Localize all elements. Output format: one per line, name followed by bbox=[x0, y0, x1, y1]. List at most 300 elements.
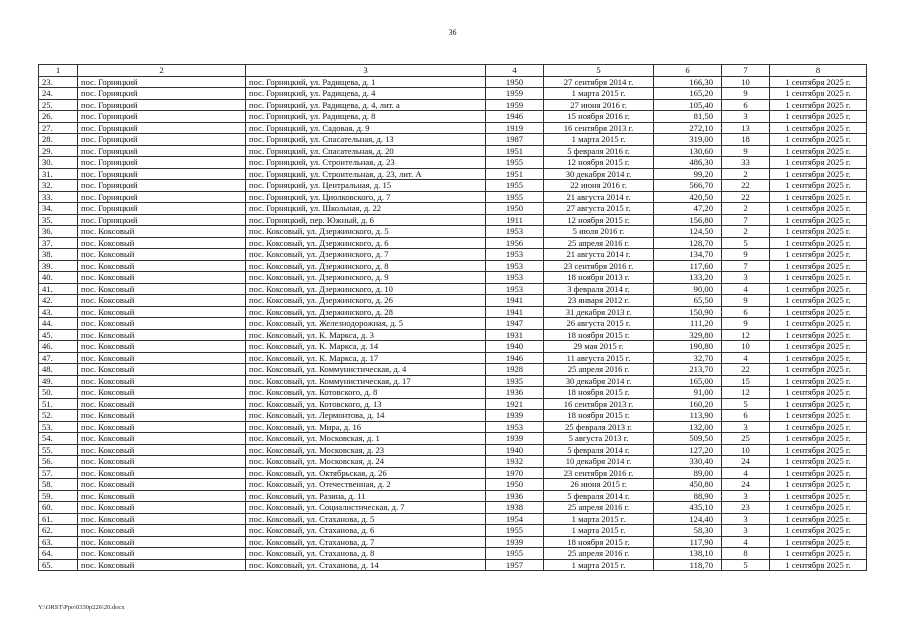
table-row bbox=[39, 214, 867, 226]
table-row bbox=[39, 134, 867, 146]
year-cell: 1938 bbox=[486, 502, 544, 514]
deadline-cell: 1 сентября 2025 г. bbox=[770, 456, 867, 468]
table-row bbox=[39, 99, 867, 111]
year-cell: 1936 bbox=[486, 490, 544, 502]
inspection-date-cell: 1 марта 2015 г. bbox=[544, 88, 654, 100]
address-cell: пос. Коксовый, ул. Разина, д. 11 bbox=[246, 490, 486, 502]
table-row bbox=[39, 283, 867, 295]
deadline-cell: 1 сентября 2025 г. bbox=[770, 467, 867, 479]
settlement-cell: пос. Коксовый bbox=[78, 387, 246, 399]
inspection-date-cell: 27 сентября 2014 г. bbox=[544, 76, 654, 88]
settlement-cell: пос. Коксовый bbox=[78, 559, 246, 571]
year-cell: 1928 bbox=[486, 364, 544, 376]
row-number: 50. bbox=[39, 387, 78, 399]
table-row bbox=[39, 352, 867, 364]
count-cell: 2 bbox=[722, 203, 770, 215]
row-number: 57. bbox=[39, 467, 78, 479]
area-cell: 272,10 bbox=[654, 122, 722, 134]
table-row bbox=[39, 76, 867, 88]
address-cell: пос. Коксовый, ул. Дзержинского, д. 9 bbox=[246, 272, 486, 284]
table-row bbox=[39, 237, 867, 249]
settlement-cell: пос. Коксовый bbox=[78, 306, 246, 318]
inspection-date-cell: 25 февраля 2013 г. bbox=[544, 421, 654, 433]
settlement-cell: пос. Коксовый bbox=[78, 226, 246, 238]
settlement-cell: пос. Коксовый bbox=[78, 502, 246, 514]
count-cell: 22 bbox=[722, 364, 770, 376]
count-cell: 22 bbox=[722, 180, 770, 192]
deadline-cell: 1 сентября 2025 г. bbox=[770, 260, 867, 272]
row-number: 65. bbox=[39, 559, 78, 571]
year-cell: 1955 bbox=[486, 157, 544, 169]
row-number: 63. bbox=[39, 536, 78, 548]
row-number: 55. bbox=[39, 444, 78, 456]
count-cell: 10 bbox=[722, 444, 770, 456]
area-cell: 150,90 bbox=[654, 306, 722, 318]
deadline-cell: 1 сентября 2025 г. bbox=[770, 559, 867, 571]
address-cell: пос. Коксовый, ул. Отечественная, д. 2 bbox=[246, 479, 486, 491]
settlement-cell: пос. Коксовый bbox=[78, 421, 246, 433]
table-row bbox=[39, 341, 867, 353]
table-row bbox=[39, 272, 867, 284]
deadline-cell: 1 сентября 2025 г. bbox=[770, 191, 867, 203]
year-cell: 1959 bbox=[486, 88, 544, 100]
count-cell: 3 bbox=[722, 513, 770, 525]
count-cell: 2 bbox=[722, 168, 770, 180]
area-cell: 89,00 bbox=[654, 467, 722, 479]
area-cell: 156,80 bbox=[654, 214, 722, 226]
row-number: 64. bbox=[39, 548, 78, 560]
count-cell: 9 bbox=[722, 145, 770, 157]
year-cell: 1931 bbox=[486, 329, 544, 341]
row-number: 51. bbox=[39, 398, 78, 410]
address-cell: пос. Коксовый, ул. Мира, д. 16 bbox=[246, 421, 486, 433]
address-cell: пос. Коксовый, ул. К. Маркса, д. 3 bbox=[246, 329, 486, 341]
count-cell: 10 bbox=[722, 341, 770, 353]
deadline-cell: 1 сентября 2025 г. bbox=[770, 88, 867, 100]
inspection-date-cell: 25 апреля 2016 г. bbox=[544, 502, 654, 514]
address-cell: пос. Коксовый, ул. Московская, д. 1 bbox=[246, 433, 486, 445]
deadline-cell: 1 сентября 2025 г. bbox=[770, 444, 867, 456]
area-cell: 165,20 bbox=[654, 88, 722, 100]
table-row bbox=[39, 387, 867, 399]
table-row bbox=[39, 525, 867, 537]
area-cell: 32,70 bbox=[654, 352, 722, 364]
area-cell: 117,90 bbox=[654, 536, 722, 548]
count-cell: 9 bbox=[722, 249, 770, 261]
settlement-cell: пос. Коксовый bbox=[78, 341, 246, 353]
count-cell: 3 bbox=[722, 490, 770, 502]
inspection-date-cell: 27 августа 2015 г. bbox=[544, 203, 654, 215]
column-header: 2 bbox=[78, 65, 246, 77]
area-cell: 329,80 bbox=[654, 329, 722, 341]
inspection-date-cell: 12 ноября 2015 г. bbox=[544, 157, 654, 169]
inspection-date-cell: 31 декабря 2013 г. bbox=[544, 306, 654, 318]
settlement-cell: пос. Коксовый bbox=[78, 272, 246, 284]
count-cell: 12 bbox=[722, 387, 770, 399]
settlement-cell: пос. Коксовый bbox=[78, 548, 246, 560]
row-number: 47. bbox=[39, 352, 78, 364]
address-cell: пос. Коксовый, ул. Дзержинского, д. 26 bbox=[246, 295, 486, 307]
count-cell: 4 bbox=[722, 352, 770, 364]
deadline-cell: 1 сентября 2025 г. bbox=[770, 111, 867, 123]
deadline-cell: 1 сентября 2025 г. bbox=[770, 329, 867, 341]
settlement-cell: пос. Горняцкий bbox=[78, 145, 246, 157]
address-cell: пос. Коксовый, ул. К. Маркса, д. 17 bbox=[246, 352, 486, 364]
year-cell: 1950 bbox=[486, 76, 544, 88]
count-cell: 18 bbox=[722, 134, 770, 146]
settlement-cell: пос. Коксовый bbox=[78, 364, 246, 376]
deadline-cell: 1 сентября 2025 г. bbox=[770, 134, 867, 146]
year-cell: 1957 bbox=[486, 559, 544, 571]
year-cell: 1951 bbox=[486, 145, 544, 157]
table-row bbox=[39, 444, 867, 456]
area-cell: 319,00 bbox=[654, 134, 722, 146]
inspection-date-cell: 23 сентября 2016 г. bbox=[544, 260, 654, 272]
table-row bbox=[39, 456, 867, 468]
inspection-date-cell: 23 января 2012 г. bbox=[544, 295, 654, 307]
address-cell: пос. Коксовый, ул. Котовского, д. 13 bbox=[246, 398, 486, 410]
year-cell: 1939 bbox=[486, 433, 544, 445]
deadline-cell: 1 сентября 2025 г. bbox=[770, 249, 867, 261]
row-number: 58. bbox=[39, 479, 78, 491]
deadline-cell: 1 сентября 2025 г. bbox=[770, 99, 867, 111]
address-cell: пос. Горняцкий, ул. Радищева, д. 4 bbox=[246, 88, 486, 100]
settlement-cell: пос. Горняцкий bbox=[78, 191, 246, 203]
settlement-cell: пос. Горняцкий bbox=[78, 134, 246, 146]
address-cell: пос. Коксовый, ул. Котовского, д. 8 bbox=[246, 387, 486, 399]
footer-file-path: Y:\ORST\Ppo\0330p226\20.docx bbox=[38, 604, 125, 611]
deadline-cell: 1 сентября 2025 г. bbox=[770, 237, 867, 249]
address-cell: пос. Коксовый, ул. Дзержинского, д. 5 bbox=[246, 226, 486, 238]
address-cell: пос. Коксовый, ул. Стаханова, д. 6 bbox=[246, 525, 486, 537]
address-cell: пос. Коксовый, ул. Московская, д. 24 bbox=[246, 456, 486, 468]
settlement-cell: пос. Коксовый bbox=[78, 410, 246, 422]
area-cell: 138,10 bbox=[654, 548, 722, 560]
inspection-date-cell: 15 ноября 2016 г. bbox=[544, 111, 654, 123]
year-cell: 1954 bbox=[486, 513, 544, 525]
row-number: 28. bbox=[39, 134, 78, 146]
address-cell: пос. Коксовый, ул. К. Маркса, д. 14 bbox=[246, 341, 486, 353]
count-cell: 10 bbox=[722, 76, 770, 88]
area-cell: 65,50 bbox=[654, 295, 722, 307]
year-cell: 1935 bbox=[486, 375, 544, 387]
settlement-cell: пос. Коксовый bbox=[78, 490, 246, 502]
settlement-cell: пос. Коксовый bbox=[78, 479, 246, 491]
year-cell: 1911 bbox=[486, 214, 544, 226]
area-cell: 124,40 bbox=[654, 513, 722, 525]
count-cell: 6 bbox=[722, 99, 770, 111]
year-cell: 1946 bbox=[486, 111, 544, 123]
address-cell: пос. Горняцкий, ул. Радищева, д. 1 bbox=[246, 76, 486, 88]
count-cell: 22 bbox=[722, 191, 770, 203]
inspection-date-cell: 18 ноября 2015 г. bbox=[544, 410, 654, 422]
settlement-cell: пос. Коксовый bbox=[78, 237, 246, 249]
year-cell: 1953 bbox=[486, 283, 544, 295]
table-row bbox=[39, 467, 867, 479]
area-cell: 213,70 bbox=[654, 364, 722, 376]
row-number: 48. bbox=[39, 364, 78, 376]
inspection-date-cell: 1 марта 2015 г. bbox=[544, 134, 654, 146]
address-cell: пос. Коксовый, ул. Коммунистическая, д. 4 bbox=[246, 364, 486, 376]
table-row bbox=[39, 226, 867, 238]
row-number: 49. bbox=[39, 375, 78, 387]
row-number: 34. bbox=[39, 203, 78, 215]
row-number: 30. bbox=[39, 157, 78, 169]
count-cell: 3 bbox=[722, 525, 770, 537]
row-number: 59. bbox=[39, 490, 78, 502]
inspection-date-cell: 27 июня 2016 г. bbox=[544, 99, 654, 111]
count-cell: 3 bbox=[722, 272, 770, 284]
inspection-date-cell: 30 декабря 2014 г. bbox=[544, 375, 654, 387]
address-cell: пос. Коксовый, ул. Стаханова, д. 5 bbox=[246, 513, 486, 525]
deadline-cell: 1 сентября 2025 г. bbox=[770, 283, 867, 295]
table-row bbox=[39, 191, 867, 203]
count-cell: 9 bbox=[722, 295, 770, 307]
deadline-cell: 1 сентября 2025 г. bbox=[770, 168, 867, 180]
table-row bbox=[39, 433, 867, 445]
area-cell: 91,00 bbox=[654, 387, 722, 399]
table-row bbox=[39, 157, 867, 169]
count-cell: 24 bbox=[722, 456, 770, 468]
row-number: 36. bbox=[39, 226, 78, 238]
deadline-cell: 1 сентября 2025 г. bbox=[770, 375, 867, 387]
area-cell: 113,90 bbox=[654, 410, 722, 422]
inspection-date-cell: 5 августа 2013 г. bbox=[544, 433, 654, 445]
settlement-cell: пос. Горняцкий bbox=[78, 157, 246, 169]
inspection-date-cell: 22 июня 2016 г. bbox=[544, 180, 654, 192]
row-number: 54. bbox=[39, 433, 78, 445]
year-cell: 1970 bbox=[486, 467, 544, 479]
inspection-date-cell: 11 августа 2015 г. bbox=[544, 352, 654, 364]
area-cell: 166,30 bbox=[654, 76, 722, 88]
year-cell: 1932 bbox=[486, 456, 544, 468]
settlement-cell: пос. Коксовый bbox=[78, 525, 246, 537]
area-cell: 118,70 bbox=[654, 559, 722, 571]
table-row bbox=[39, 88, 867, 100]
table-row bbox=[39, 145, 867, 157]
row-number: 24. bbox=[39, 88, 78, 100]
settlement-cell: пос. Коксовый bbox=[78, 260, 246, 272]
count-cell: 5 bbox=[722, 559, 770, 571]
deadline-cell: 1 сентября 2025 г. bbox=[770, 341, 867, 353]
year-cell: 1953 bbox=[486, 260, 544, 272]
count-cell: 8 bbox=[722, 548, 770, 560]
count-cell: 7 bbox=[722, 214, 770, 226]
settlement-cell: пос. Коксовый bbox=[78, 318, 246, 330]
inspection-date-cell: 25 апреля 2016 г. bbox=[544, 364, 654, 376]
settlement-cell: пос. Горняцкий bbox=[78, 122, 246, 134]
table-row bbox=[39, 318, 867, 330]
row-number: 44. bbox=[39, 318, 78, 330]
column-number-row bbox=[39, 65, 867, 77]
count-cell: 5 bbox=[722, 398, 770, 410]
deadline-cell: 1 сентября 2025 г. bbox=[770, 318, 867, 330]
row-number: 40. bbox=[39, 272, 78, 284]
settlement-cell: пос. Коксовый bbox=[78, 295, 246, 307]
area-cell: 90,00 bbox=[654, 283, 722, 295]
area-cell: 47,20 bbox=[654, 203, 722, 215]
count-cell: 4 bbox=[722, 283, 770, 295]
address-cell: пос. Горняцкий, ул. Строительная, д. 23, лит. А bbox=[246, 168, 486, 180]
deadline-cell: 1 сентября 2025 г. bbox=[770, 513, 867, 525]
deadline-cell: 1 сентября 2025 г. bbox=[770, 387, 867, 399]
year-cell: 1950 bbox=[486, 479, 544, 491]
count-cell: 9 bbox=[722, 318, 770, 330]
year-cell: 1987 bbox=[486, 134, 544, 146]
deadline-cell: 1 сентября 2025 г. bbox=[770, 76, 867, 88]
column-header: 4 bbox=[486, 65, 544, 77]
settlement-cell: пос. Горняцкий bbox=[78, 168, 246, 180]
count-cell: 24 bbox=[722, 479, 770, 491]
address-cell: пос. Горняцкий, ул. Строительная, д. 23 bbox=[246, 157, 486, 169]
deadline-cell: 1 сентября 2025 г. bbox=[770, 203, 867, 215]
year-cell: 1955 bbox=[486, 548, 544, 560]
row-number: 37. bbox=[39, 237, 78, 249]
area-cell: 124,50 bbox=[654, 226, 722, 238]
count-cell: 9 bbox=[722, 88, 770, 100]
inspection-date-cell: 21 августа 2014 г. bbox=[544, 249, 654, 261]
row-number: 46. bbox=[39, 341, 78, 353]
row-number: 31. bbox=[39, 168, 78, 180]
area-cell: 133,20 bbox=[654, 272, 722, 284]
row-number: 42. bbox=[39, 295, 78, 307]
inspection-date-cell: 21 августа 2014 г. bbox=[544, 191, 654, 203]
year-cell: 1950 bbox=[486, 203, 544, 215]
table-body bbox=[39, 76, 867, 571]
inspection-date-cell: 5 февраля 2014 г. bbox=[544, 490, 654, 502]
count-cell: 4 bbox=[722, 467, 770, 479]
inspection-date-cell: 18 ноября 2015 г. bbox=[544, 536, 654, 548]
deadline-cell: 1 сентября 2025 г. bbox=[770, 352, 867, 364]
address-cell: пос. Горняцкий, ул. Радищева, д. 4, лит. а bbox=[246, 99, 486, 111]
deadline-cell: 1 сентября 2025 г. bbox=[770, 502, 867, 514]
settlement-cell: пос. Коксовый bbox=[78, 283, 246, 295]
inspection-date-cell: 23 сентября 2016 г. bbox=[544, 467, 654, 479]
count-cell: 5 bbox=[722, 237, 770, 249]
inspection-date-cell: 5 июля 2016 г. bbox=[544, 226, 654, 238]
year-cell: 1953 bbox=[486, 249, 544, 261]
table-row bbox=[39, 260, 867, 272]
table-row bbox=[39, 398, 867, 410]
year-cell: 1955 bbox=[486, 180, 544, 192]
area-cell: 509,50 bbox=[654, 433, 722, 445]
year-cell: 1939 bbox=[486, 410, 544, 422]
column-header: 6 bbox=[654, 65, 722, 77]
address-cell: пос. Коксовый, ул. Лермонтова, д. 14 bbox=[246, 410, 486, 422]
address-cell: пос. Коксовый, ул. Стаханова, д. 8 bbox=[246, 548, 486, 560]
table-row bbox=[39, 203, 867, 215]
year-cell: 1941 bbox=[486, 295, 544, 307]
inspection-date-cell: 1 марта 2015 г. bbox=[544, 559, 654, 571]
row-number: 32. bbox=[39, 180, 78, 192]
address-cell: пос. Коксовый, ул. Стаханова, д. 14 bbox=[246, 559, 486, 571]
deadline-cell: 1 сентября 2025 г. bbox=[770, 145, 867, 157]
table-row bbox=[39, 295, 867, 307]
table-row bbox=[39, 180, 867, 192]
area-cell: 81,50 bbox=[654, 111, 722, 123]
inspection-date-cell: 26 июня 2015 г. bbox=[544, 479, 654, 491]
address-cell: пос. Коксовый, ул. Октябрьская, д. 26 bbox=[246, 467, 486, 479]
row-number: 39. bbox=[39, 260, 78, 272]
count-cell: 25 bbox=[722, 433, 770, 445]
year-cell: 1955 bbox=[486, 191, 544, 203]
inspection-date-cell: 3 февраля 2014 г. bbox=[544, 283, 654, 295]
deadline-cell: 1 сентября 2025 г. bbox=[770, 295, 867, 307]
area-cell: 486,30 bbox=[654, 157, 722, 169]
table-row bbox=[39, 421, 867, 433]
deadline-cell: 1 сентября 2025 г. bbox=[770, 433, 867, 445]
settlement-cell: пос. Коксовый bbox=[78, 375, 246, 387]
row-number: 43. bbox=[39, 306, 78, 318]
inspection-date-cell: 10 декабря 2014 г. bbox=[544, 456, 654, 468]
area-cell: 435,10 bbox=[654, 502, 722, 514]
area-cell: 105,40 bbox=[654, 99, 722, 111]
year-cell: 1936 bbox=[486, 387, 544, 399]
settlement-cell: пос. Горняцкий bbox=[78, 214, 246, 226]
area-cell: 420,50 bbox=[654, 191, 722, 203]
row-number: 53. bbox=[39, 421, 78, 433]
area-cell: 111,20 bbox=[654, 318, 722, 330]
settlement-cell: пос. Горняцкий bbox=[78, 111, 246, 123]
address-cell: пос. Коксовый, ул. Дзержинского, д. 8 bbox=[246, 260, 486, 272]
address-cell: пос. Горняцкий, ул. Спасательная, д. 20 bbox=[246, 145, 486, 157]
area-cell: 117,60 bbox=[654, 260, 722, 272]
year-cell: 1940 bbox=[486, 341, 544, 353]
settlement-cell: пос. Коксовый bbox=[78, 467, 246, 479]
year-cell: 1956 bbox=[486, 237, 544, 249]
settlement-cell: пос. Коксовый bbox=[78, 249, 246, 261]
row-number: 61. bbox=[39, 513, 78, 525]
year-cell: 1921 bbox=[486, 398, 544, 410]
table-row bbox=[39, 548, 867, 560]
inspection-date-cell: 29 мая 2015 г. bbox=[544, 341, 654, 353]
address-cell: пос. Коксовый, ул. Дзержинского, д. 10 bbox=[246, 283, 486, 295]
column-header: 8 bbox=[770, 65, 867, 77]
year-cell: 1919 bbox=[486, 122, 544, 134]
inspection-date-cell: 5 февраля 2016 г. bbox=[544, 145, 654, 157]
table-row bbox=[39, 490, 867, 502]
count-cell: 12 bbox=[722, 329, 770, 341]
address-cell: пос. Коксовый, ул. Коммунистическая, д. 17 bbox=[246, 375, 486, 387]
year-cell: 1941 bbox=[486, 306, 544, 318]
table-row bbox=[39, 111, 867, 123]
column-header: 1 bbox=[39, 65, 78, 77]
row-number: 52. bbox=[39, 410, 78, 422]
inspection-date-cell: 25 апреля 2016 г. bbox=[544, 237, 654, 249]
address-cell: пос. Коксовый, ул. Дзержинского, д. 28 bbox=[246, 306, 486, 318]
address-cell: пос. Коксовый, ул. Московская, д. 23 bbox=[246, 444, 486, 456]
year-cell: 1953 bbox=[486, 272, 544, 284]
year-cell: 1953 bbox=[486, 421, 544, 433]
count-cell: 3 bbox=[722, 111, 770, 123]
deadline-cell: 1 сентября 2025 г. bbox=[770, 410, 867, 422]
area-cell: 99,20 bbox=[654, 168, 722, 180]
table-row bbox=[39, 502, 867, 514]
count-cell: 6 bbox=[722, 306, 770, 318]
column-header: 5 bbox=[544, 65, 654, 77]
area-cell: 165,00 bbox=[654, 375, 722, 387]
deadline-cell: 1 сентября 2025 г. bbox=[770, 525, 867, 537]
row-number: 35. bbox=[39, 214, 78, 226]
table-row bbox=[39, 410, 867, 422]
inspection-date-cell: 16 сентября 2013 г. bbox=[544, 122, 654, 134]
row-number: 38. bbox=[39, 249, 78, 261]
deadline-cell: 1 сентября 2025 г. bbox=[770, 490, 867, 502]
housing-register-table bbox=[38, 64, 867, 571]
inspection-date-cell: 18 ноября 2015 г. bbox=[544, 387, 654, 399]
deadline-cell: 1 сентября 2025 г. bbox=[770, 548, 867, 560]
settlement-cell: пос. Горняцкий bbox=[78, 203, 246, 215]
